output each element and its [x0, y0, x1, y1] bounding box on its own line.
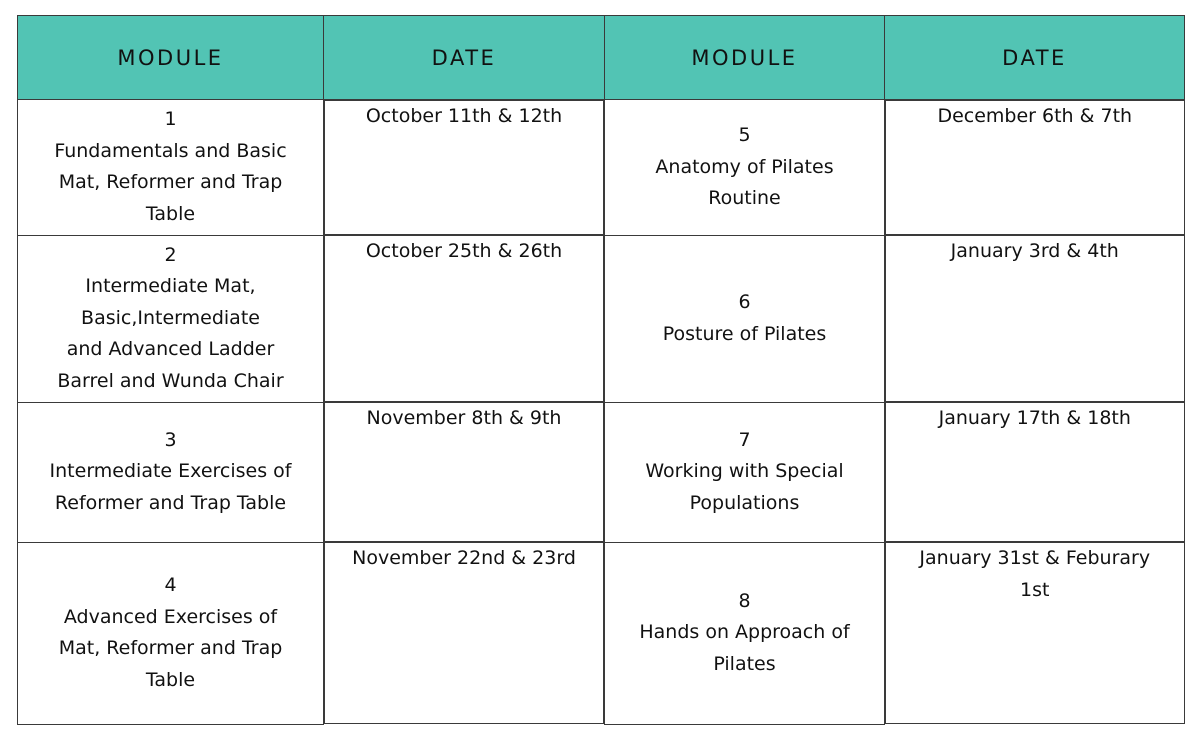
module-number: 4: [164, 574, 177, 596]
module-number: 6: [738, 291, 751, 313]
date-cell: January 17th & 18th: [885, 402, 1185, 542]
module-title: Intermediate Exercises of Reformer and Trap Table: [49, 460, 292, 514]
date-column-header: DATE: [324, 16, 605, 100]
module-column-header: MODULE: [605, 16, 885, 100]
table-header: [18, 16, 1185, 100]
table-row: [18, 100, 1185, 236]
module-number: 8: [738, 589, 751, 612]
table-row: [18, 235, 1185, 402]
module-number: 7: [738, 428, 751, 451]
module-column-header: MODULE: [18, 16, 324, 100]
module-title: Intermediate Mat, Basic,Intermediate and Advanced Ladder Barrel and Wunda Chair: [57, 275, 284, 392]
date-cell: January 31st & Feburary 1st: [885, 542, 1185, 724]
module-cell: [605, 100, 885, 236]
module-schedule-table: [17, 15, 1185, 725]
header-row: [18, 16, 1185, 100]
module-title: Hands on Approach of Pilates: [639, 621, 850, 675]
module-cell: [605, 402, 885, 542]
date-cell: October 25th & 26th: [324, 235, 604, 402]
module-number: 2: [164, 243, 177, 266]
module-title: Fundamentals and Basic Mat, Reformer and Trap Table: [54, 139, 287, 225]
table-row: [18, 542, 1185, 724]
module-cell: [18, 402, 324, 542]
module-cell: [18, 235, 324, 402]
date-cell: January 3rd & 4th: [885, 235, 1185, 402]
module-title: Anatomy of Pilates Routine: [655, 155, 834, 209]
date-cell: November 22nd & 23rd: [324, 542, 604, 724]
module-cell: [605, 542, 885, 724]
module-cell: [605, 235, 885, 402]
module-cell: [18, 100, 324, 236]
table-body: [18, 100, 1185, 725]
date-cell: October 11th & 12th: [324, 100, 604, 235]
module-title: Advanced Exercises of Mat, Reformer and Trap Table: [58, 605, 283, 691]
module-title: Working with Special Populations: [645, 460, 844, 514]
module-number: 3: [164, 428, 177, 451]
date-column-header: DATE: [885, 16, 1185, 100]
module-cell: [18, 542, 324, 724]
module-title: Posture of Pilates: [662, 322, 827, 345]
module-number: 5: [738, 124, 751, 146]
module-number: 1: [164, 108, 177, 131]
date-cell: December 6th & 7th: [885, 100, 1185, 235]
date-cell: November 8th & 9th: [324, 402, 604, 542]
table-row: [18, 402, 1185, 542]
